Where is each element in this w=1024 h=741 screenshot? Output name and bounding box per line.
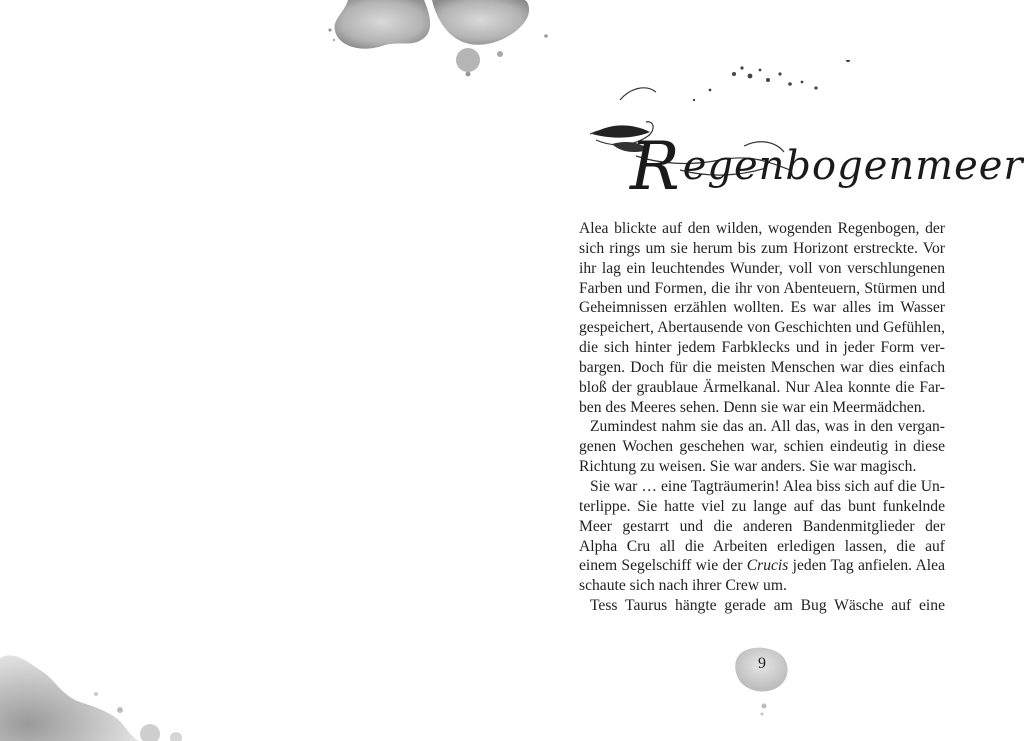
paragraph-line: terlippe. Sie hatte viel zu lange auf das bunt funkelnde (579, 497, 945, 515)
paragraph-line (579, 596, 945, 616)
paragraph-line: die sich hinter jedem Farbklecks und in jeder Form ver- (579, 339, 945, 357)
paragraph-line: Geheimnissen erzählen wollten. Es war alles im Wasser (579, 299, 945, 317)
line-text-after: jeden Tag anfielen. Alea (788, 557, 945, 575)
paragraph-line: sich rings um sie herum bis zum Horizont erstreckte. Vor (579, 239, 945, 257)
paragraph-line: bargen. Doch für die meisten Menschen war dies einfach (579, 358, 945, 376)
paragraph-line-text: Tess Taurus hängte gerade am Bug Wäsche auf eine (590, 597, 945, 615)
paragraph-line: ben des Meeres sehen. Denn sie war ein Meermädchen. (579, 398, 926, 416)
ship-name: Crucis (746, 557, 789, 575)
paragraph-line: gespeichert, Abertausende von Geschichten und Gefühlen, (579, 319, 945, 337)
paragraph-line: ihr lag ein leuchtendes Wunder, voll von verschlungenen (579, 259, 945, 277)
paragraph-line: Farben und Formen, die ihr von Abenteuern, Stürmen und (579, 279, 945, 297)
paragraph-line (579, 477, 945, 497)
paragraph-line: schaute sich nach ihrer Crew um. (579, 577, 787, 595)
chapter-title-rest: egenbogenmeer (682, 143, 1024, 189)
paragraph-line: bloß der graublaue Ärmelkanal. Nur Alea konnte die Far- (579, 378, 945, 396)
paragraph-line-text: Zumindest nahm sie das an. All das, was in den vergan- (590, 418, 945, 436)
body-text (579, 219, 945, 616)
paragraph-line-text: Sie war … eine Tagträumerin! Alea biss sich auf die Un- (590, 477, 945, 495)
paragraph-line: Alea blickte auf den wilden, wogenden Regenbogen, der (579, 220, 945, 237)
paragraph-line: Meer gestarrt und die anderen Bandenmitglieder der (579, 517, 945, 535)
page-number: 9 (758, 655, 766, 672)
paragraph-line (579, 556, 945, 576)
paragraph-line (579, 417, 945, 437)
ink-splash-page-number (728, 640, 798, 720)
paragraph-line: Alpha Cru all die Arbeiten erledigen lassen, die auf (579, 537, 945, 555)
ink-splash-top (320, 0, 560, 80)
chapter-title (590, 60, 1024, 205)
ink-splash-bottom-left (0, 640, 200, 741)
chapter-title-initial: R (630, 128, 681, 205)
chapter-title-text (630, 118, 1024, 205)
line-text-before: einem Segelschiff wie der (579, 557, 747, 575)
paragraph-line: Richtung zu weisen. Sie war anders. Sie war magisch. (579, 458, 917, 476)
paragraph-line: genen Wochen geschehen war, schien eindeutig in diese (579, 438, 945, 456)
